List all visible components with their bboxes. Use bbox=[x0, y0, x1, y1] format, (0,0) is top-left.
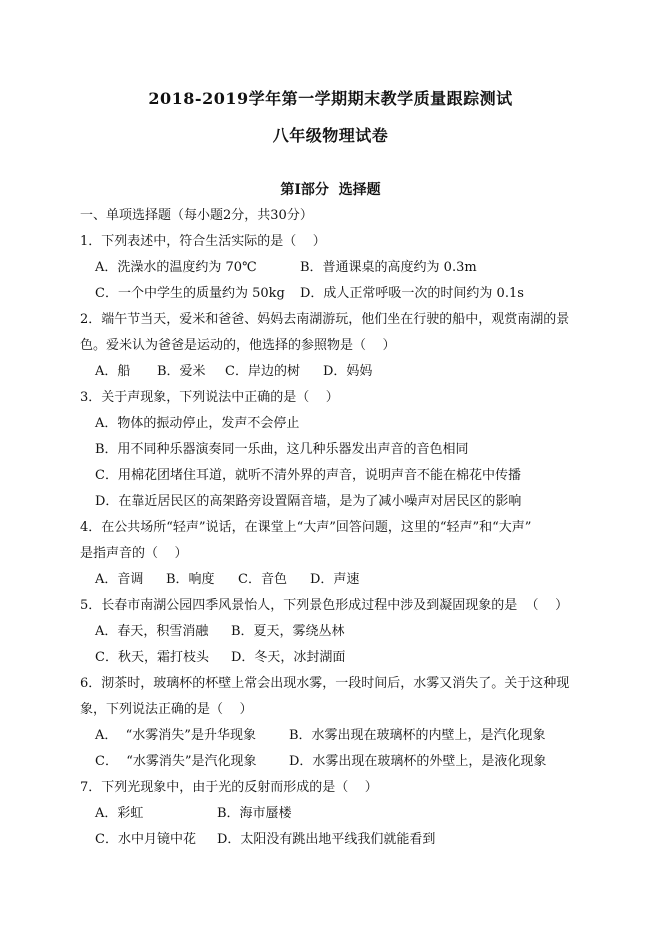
question-2-option-b: B．爱米 bbox=[157, 364, 206, 379]
question-1-option-d: D．成人正常呼吸一次的时间约为 0.1s bbox=[300, 286, 524, 301]
question-5-option-d: D．冬天，冰封湖面 bbox=[231, 650, 346, 665]
question-2-stem-line-2: 色。爱米认为爸爸是运动的，他选择的参照物是（ ） bbox=[80, 338, 396, 353]
question-4-option-d: D．声速 bbox=[310, 572, 360, 587]
question-1-option-b: B．普通课桌的高度约为 0.3m bbox=[300, 260, 477, 275]
question-7-option-c: C．水中月镜中花 bbox=[95, 832, 196, 847]
question-6-option-a: A． “水雾消失”是升华现象 bbox=[95, 728, 256, 743]
question-6-stem-line-2: 象，下列说法正确的是（ ） bbox=[80, 702, 253, 717]
question-4-option-c: C．音色 bbox=[238, 572, 287, 587]
question-1-stem: 1．下列表述中，符合生活实际的是（ ） bbox=[80, 234, 326, 249]
part-heading: 一、单项选择题（每小题2分，共30分） bbox=[80, 208, 313, 223]
question-3-option-b: B．用不同种乐器演奏同一乐曲，这几种乐器发出声音的音色相同 bbox=[95, 442, 469, 457]
question-2-option-c: C．岸边的树 bbox=[225, 364, 300, 379]
question-6-stem-line-1: 6．沏茶时，玻璃杯的杯壁上常会出现水雾，一段时间后，水雾又消失了。关于这种现 bbox=[80, 676, 570, 691]
question-5-option-b: B．夏天，雾绕丛林 bbox=[231, 624, 345, 639]
question-6-option-c: C． “水雾消失”是汽化现象 bbox=[95, 754, 257, 769]
question-4-stem-line-1: 4．在公共场所“轻声”说话，在课堂上“大声”回答问题，这里的“轻声”和“大声” bbox=[80, 520, 532, 535]
question-6-option-d: D．水雾出现在玻璃杯的外壁上，是液化现象 bbox=[289, 754, 547, 769]
question-1-option-c: C．一个中学生的质量约为 50kg bbox=[95, 286, 285, 301]
question-5-option-c: C．秋天，霜打枝头 bbox=[95, 650, 209, 665]
section-heading: 第Ⅰ部分 选择题 bbox=[280, 182, 381, 198]
question-1-option-a: A．洗澡水的温度约为 70℃ bbox=[95, 260, 257, 275]
exam-title: 2018-2019学年第一学期期末教学质量跟踪测试 bbox=[148, 89, 513, 108]
question-3-option-c: C．用棉花团堵住耳道，就听不清外界的声音，说明声音不能在棉花中传播 bbox=[95, 468, 521, 483]
question-6-option-b: B．水雾出现在玻璃杯的内壁上，是汽化现象 bbox=[289, 728, 546, 743]
question-2-option-a: A．船 bbox=[95, 364, 131, 379]
question-5-stem: 5．长春市南湖公园四季风景怡人，下列景色形成过程中涉及到凝固现象的是 （ ） bbox=[80, 598, 569, 613]
question-7-option-b: B．海市蜃楼 bbox=[217, 806, 292, 821]
question-2-stem-line-1: 2．端午节当天，爱米和爸爸、妈妈去南湖游玩，他们坐在行驶的船中，观赏南湖的景 bbox=[80, 312, 570, 327]
exam-subtitle: 八年级物理试卷 bbox=[272, 126, 389, 145]
question-3-stem: 3．关于声现象，下列说法中正确的是（ ） bbox=[80, 390, 339, 405]
question-3-option-a: A．物体的振动停止，发声不会停止 bbox=[95, 416, 300, 431]
question-5-option-a: A．春天，积雪消融 bbox=[95, 624, 209, 639]
question-7-option-d: D．太阳没有跳出地平线我们就能看到 bbox=[217, 832, 436, 847]
question-7-stem: 7．下列光现象中，由于光的反射而形成的是（ ） bbox=[80, 780, 378, 795]
question-4-option-b: B．响度 bbox=[166, 572, 215, 587]
question-2-option-d: D．妈妈 bbox=[323, 364, 373, 379]
question-4-stem-line-2: 是指声音的（ ） bbox=[80, 546, 188, 561]
question-3-option-d: D．在靠近居民区的高架路旁设置隔音墙，是为了减小噪声对居民区的影响 bbox=[95, 494, 522, 509]
question-7-option-a: A．彩虹 bbox=[95, 806, 144, 821]
question-4-option-a: A．音调 bbox=[95, 572, 144, 587]
